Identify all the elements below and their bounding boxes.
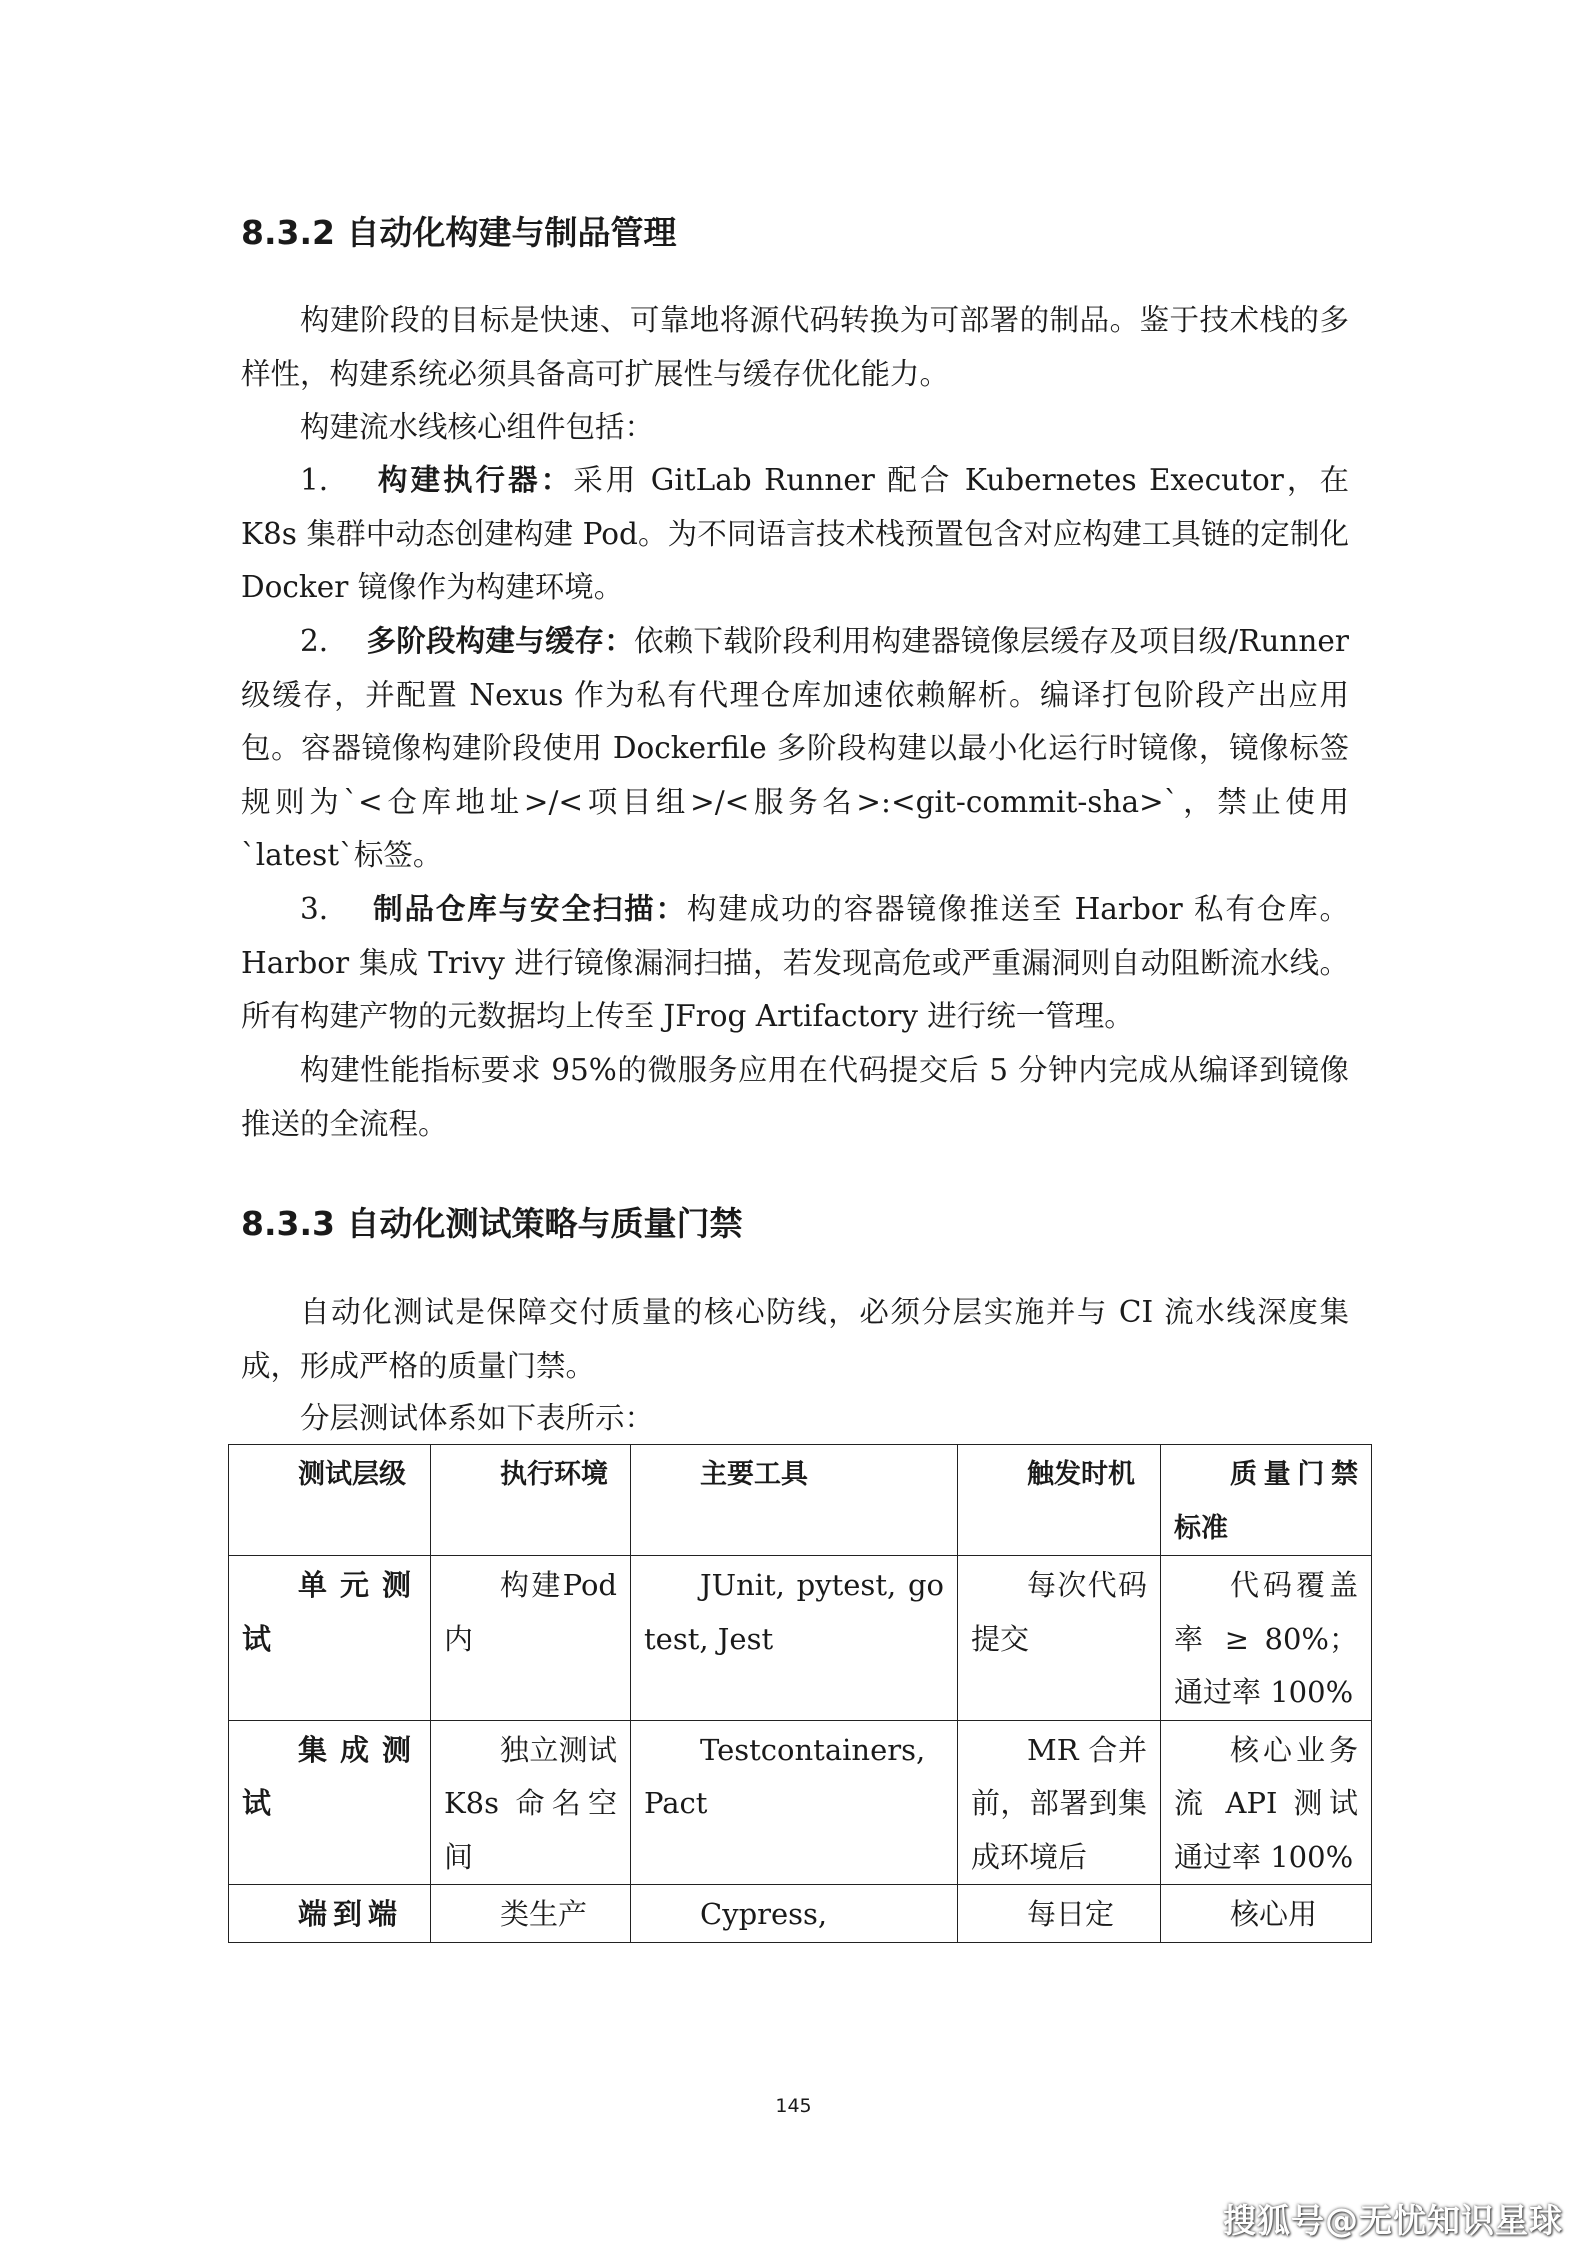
test-layer-table bbox=[228, 1444, 1372, 1943]
table-cell: 构建Pod 内 bbox=[431, 1556, 631, 1721]
list-number: 3. bbox=[300, 892, 329, 926]
table-cell: MR 合并前，部署到集成环境后 bbox=[958, 1720, 1161, 1885]
watermark: 搜狐号@无忧知识星球 bbox=[1223, 2201, 1563, 2240]
list-number: 1. bbox=[300, 463, 329, 497]
table-cell: 每次代码提交 bbox=[958, 1556, 1161, 1721]
list-item-artifact-repo bbox=[241, 883, 1349, 1044]
paragraph-pipeline-intro: 构建流水线核心组件包括： bbox=[300, 410, 655, 444]
list-item-label: 制品仓库与安全扫描： bbox=[373, 892, 687, 926]
page-number: 145 bbox=[775, 2095, 812, 2117]
list-item-build-executor bbox=[241, 454, 1349, 615]
section-heading-833: 8.3.3 自动化测试策略与质量门禁 bbox=[241, 1204, 743, 1243]
table-cell: JUnit, pytest, go test, Jest bbox=[631, 1556, 958, 1721]
table-cell: 类生产 bbox=[431, 1885, 631, 1943]
header-cell: 触发时机 bbox=[958, 1445, 1161, 1556]
table-cell-level: 单元测试 bbox=[229, 1556, 431, 1721]
table-cell-level: 端到端 bbox=[229, 1885, 431, 1943]
table-cell-level: 集成测试 bbox=[229, 1720, 431, 1885]
table-row bbox=[229, 1885, 1372, 1943]
section-heading-832: 8.3.2 自动化构建与制品管理 bbox=[241, 213, 677, 252]
header-cell: 执行环境 bbox=[431, 1445, 631, 1556]
list-number: 2. bbox=[300, 624, 329, 658]
table-row bbox=[229, 1556, 1372, 1721]
header-cell: 主要工具 bbox=[631, 1445, 958, 1556]
list-item-label: 多阶段构建与缓存： bbox=[366, 624, 634, 658]
table-cell: Cypress, bbox=[631, 1885, 958, 1943]
table-cell: 代码覆盖率 ≥ 80%；通过率 100% bbox=[1161, 1556, 1372, 1721]
list-item-text: 构建成功的容器镜像推送至 Harbor 私有仓库。Harbor 集成 Trivy 进行镜像漏洞扫描，若发现高危或严重漏洞则自动阻断流水线。所有构建产物的元数据均上传至 JFrog Artifactory 进行统一管理。 bbox=[241, 892, 1349, 1033]
paragraph-testing-intro: 自动化测试是保障交付质量的核心防线，必须分层实施并与 CI 流水线深度集成，形成严格的质量门禁。 bbox=[241, 1295, 1349, 1383]
list-item-text: 采用 GitLab Runner 配合 Kubernetes Executor，在 K8s 集群中动态创建构建 Pod。为不同语言技术栈预置包含对应构建工具链的定制化 Docker 镜像作为构建环境。 bbox=[241, 463, 1349, 604]
table-cell: 核心业务流 API 测试通过率 100% bbox=[1161, 1720, 1372, 1885]
table-cell: 核心用 bbox=[1161, 1885, 1372, 1943]
table-cell: 独立测试 K8s 命名空间 bbox=[431, 1720, 631, 1885]
table-cell: 每日定 bbox=[958, 1885, 1161, 1943]
header-cell: 测试层级 bbox=[229, 1445, 431, 1556]
paragraph-performance: 构建性能指标要求 95%的微服务应用在代码提交后 5 分钟内完成从编译到镜像推送的全流程。 bbox=[241, 1053, 1349, 1141]
paragraph-table-intro: 分层测试体系如下表所示： bbox=[300, 1401, 655, 1435]
table-row bbox=[229, 1720, 1372, 1885]
table-header-row bbox=[229, 1445, 1372, 1556]
paragraph-build-goal: 构建阶段的目标是快速、可靠地将源代码转换为可部署的制品。鉴于技术栈的多样性，构建系统必须具备高可扩展性与缓存优化能力。 bbox=[241, 303, 1349, 391]
list-item-text: 依赖下载阶段利用构建器镜像层缓存及项目级/Runner 级缓存，并配置 Nexus 作为私有代理仓库加速依赖解析。编译打包阶段产出应用包。容器镜像构建阶段使用 Dockerfile 多阶段构建以最小化运行时镜像，镜像标签规则为`<仓库地址>/<项目组>/<服务名>:<git-commit-sha>`，禁止使用`latest`标签。 bbox=[241, 624, 1349, 872]
list-item-label: 构建执行器： bbox=[377, 463, 574, 497]
header-cell: 质量门禁标准 bbox=[1161, 1445, 1372, 1556]
table-cell: Testcontainers, Pact bbox=[631, 1720, 958, 1885]
list-item-multistage-build bbox=[241, 615, 1349, 883]
